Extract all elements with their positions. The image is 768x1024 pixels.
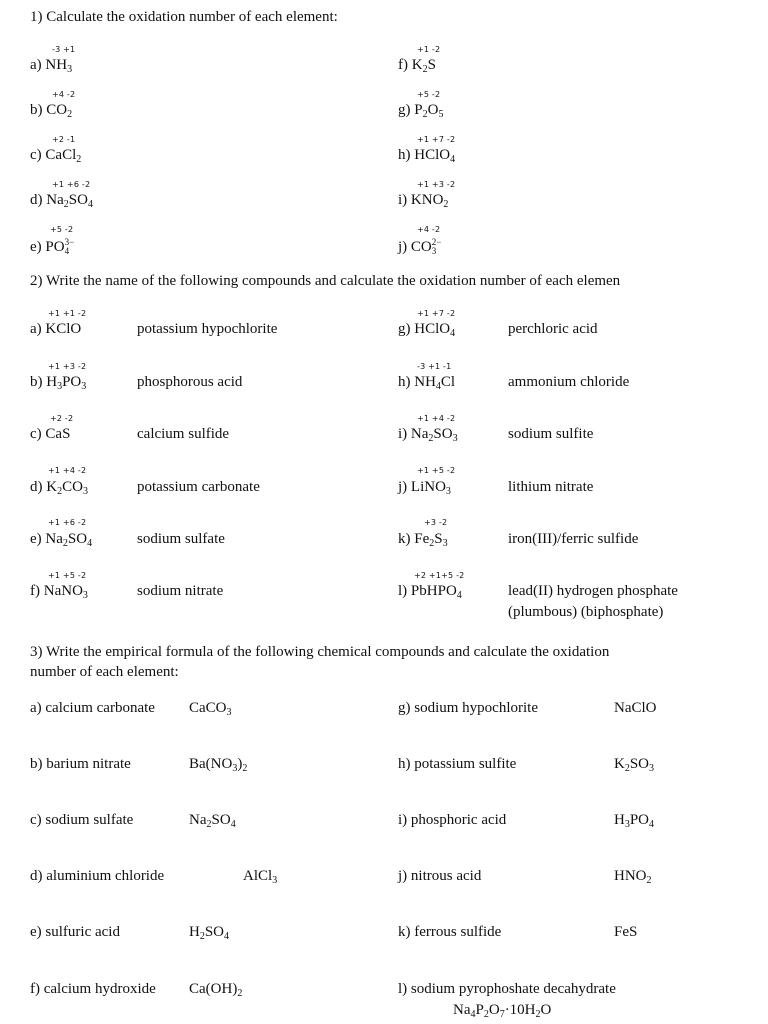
subscript: 2 [624,763,630,774]
formula-text [45,426,70,442]
q2-l-formula: l) PbHPO$_4$ [398,583,462,601]
subscript: 2 [646,875,652,886]
formula-part: SO [67,531,88,547]
q1-h-oxidation: +1 +7 -2 [417,135,456,144]
formula-part: O [427,102,439,118]
subscript: 3 [226,707,232,718]
q1-g-formula: g) $P_2O_5$ [398,102,444,120]
q2-d-formula: d) $K_2CO_3$ [30,479,88,497]
subscript: 3 [57,381,63,392]
formula-text [614,756,654,772]
q2-i-name: sodium sulfite [508,426,594,442]
q1-h-formula: h) HClO$_4$ [398,147,456,165]
q3-i-name: i) phosphoric acid [398,812,507,828]
q1-e-oxidation: +5 -2 [50,225,74,234]
subscript: 4 [87,199,93,210]
formula-part: H [189,924,200,940]
q2-c-oxidation: +2 -2 [50,414,74,423]
q1-j-oxidation: +4 -2 [417,225,441,234]
q2-i-formula: i) $Na_2SO_3$ [398,426,458,444]
subscript: 3 [442,538,448,549]
q1-b-oxidation: +4 -2 [52,90,76,99]
formula-text [412,57,436,73]
q2-a-oxidation: +1 +1 -2 [48,309,87,318]
formula-part: NaNO [43,583,83,599]
formula-part: PO [62,374,82,390]
formula-part: AlCl [243,868,273,884]
q3-j-formula [614,868,652,885]
q2-a-formula: a) KClO [30,321,82,337]
q2-b-formula: b) $H_3PO_3$ [30,374,87,392]
subscript: 3 [272,875,278,886]
formula-part: CaS [45,426,71,442]
formula-text [411,239,432,255]
q3-e-name: e) sulfuric acid [30,924,120,940]
q1-f-formula: f) $K_2S$ [398,57,436,75]
subscript: 2 [67,109,73,120]
subscript: 4 [435,381,441,392]
formula-part: CO [410,239,432,255]
q3-k-name: k) ferrous sulfide [398,924,502,940]
q1-d-oxidation: +1 +6 -2 [52,180,91,189]
ion-charge-stack: 2− 3 [431,236,442,256]
formula-part: NaClO [614,700,657,716]
subscript: 2 [443,199,449,210]
q2-l-name: lead(II) hydrogen phosphate [508,583,678,599]
formula-text [411,479,451,495]
formula-text [45,57,72,73]
section-3-heading: 3) Write the empirical formula of the following chemical compounds and calculate the oxidation [30,644,610,660]
formula-part: P [414,102,423,118]
formula-part: CO [46,102,68,118]
formula-part: K [614,756,625,772]
subscript: 2 [237,988,243,999]
q3-c-name: c) sodium sulfate [30,812,134,828]
q3-l-name: l) sodium pyrophoshate decahydrate [398,981,616,997]
formula-part: Ba(NO [189,756,233,772]
formula-text [414,321,455,337]
subscript: 2 [76,154,82,165]
formula-part: O [540,1002,552,1018]
q2-k-formula: k) $Fe_2S_3$ [398,531,448,549]
formula-text [45,531,92,547]
formula-part: LiNO [410,479,446,495]
q3-d-name: d) aluminium chloride [30,868,165,884]
formula-text [45,321,81,337]
q2-f-name: sodium nitrate [137,583,224,599]
q1-b-formula: b) $CO_2$ [30,102,73,120]
q2-l-oxidation: +2 +1+5 -2 [414,571,465,580]
formula-part: ·10H [504,1002,536,1018]
q3-d-formula [243,868,277,885]
formula-text [414,531,447,547]
q2-a-name: potassium hypochlorite [137,321,278,337]
q3-a-formula [189,700,232,717]
formula-part: KClO [45,321,82,337]
formula-text [614,924,637,940]
formula-part: Na [45,531,63,547]
subscript: 2 [422,64,428,75]
q2-h-oxidation: -3 +1 -1 [417,362,452,371]
subscript: 2 [428,433,434,444]
q3-h-formula [614,756,654,773]
q2-g-formula: g) HClO$_4$ [398,321,456,339]
subscript: 2 [242,763,248,774]
formula-text [189,812,236,828]
q2-f-oxidation: +1 +5 -2 [48,571,87,580]
ion-charge-stack: 3− 4 [64,236,75,256]
subscript: 2 [429,538,435,549]
q2-e-formula: e) $Na_2SO_4$ [30,531,93,549]
q3-g-name: g) sodium hypochlorite [398,700,538,716]
formula-text [614,812,654,828]
formula-text [411,426,458,442]
q2-e-oxidation: +1 +6 -2 [48,518,87,527]
formula-text [189,756,247,772]
formula-text [243,868,277,884]
subscript: 4 [230,819,236,830]
formula-text [46,192,93,208]
formula-part: KNO [410,192,444,208]
formula-text [189,924,229,940]
q2-l-name-alt: (plumbous) (biphosphate) [508,604,664,620]
formula-text [46,102,72,118]
formula-part: O [488,1002,500,1018]
q2-d-oxidation: +1 +4 -2 [48,466,87,475]
formula-part: HClO [414,321,451,337]
formula-part: Na [410,426,429,442]
q2-k-oxidation: +3 -2 [424,518,448,527]
q1-f-oxidation: +1 -2 [417,45,441,54]
subscript: 3 [81,381,87,392]
q2-f-formula: f) NaNO$_3$ [30,583,88,601]
subscript: 2 [63,199,69,210]
section-2-heading: 2) Write the name of the following compounds and calculate the oxidation number of each elemen [30,273,621,289]
formula-part: PO [45,239,65,255]
formula-part: H [614,812,625,828]
subscript: 3 [232,763,238,774]
formula-text [45,147,81,163]
q2-i-oxidation: +1 +4 -2 [417,414,456,423]
subscript: 4 [649,819,655,830]
formula-text [189,981,242,997]
formula-part: Na [189,812,207,828]
subscript: 3 [82,486,88,497]
formula-text [414,374,455,390]
q2-j-name: lithium nitrate [508,479,594,495]
formula-part: PbHPO [410,583,457,599]
subscript: 4 [450,328,456,339]
q1-c-oxidation: +2 -1 [52,135,76,144]
q2-c-name: calcium sulfide [137,426,230,442]
q3-f-formula [189,981,242,998]
q3-b-formula [189,756,247,773]
formula-text [411,583,462,599]
q1-i-formula: i) $KNO_2$ [398,192,449,210]
formula-part: S [427,57,436,73]
subscript: 4 [456,590,462,601]
formula-text [45,239,64,255]
q3-b-name: b) barium nitrate [30,756,131,772]
formula-text [411,192,449,208]
formula-text [189,700,232,716]
formula-part: Cl [440,374,456,390]
formula-part: CO [62,479,83,495]
q3-j-name: j) nitrous acid [398,868,482,884]
q1-d-formula: d) $Na_2SO_4$ [30,192,93,210]
subscript: 2 [62,538,68,549]
q1-i-oxidation: +1 +3 -2 [417,180,456,189]
q3-a-name: a) calcium carbonate [30,700,155,716]
formula-text [44,583,88,599]
q2-h-name: ammonium chloride [508,374,630,390]
formula-text [414,102,443,118]
q1-g-oxidation: +5 -2 [417,90,441,99]
q2-h-formula: h) $NH_4Cl$ [398,374,456,392]
subscript: 2 [483,1009,489,1020]
formula-text [453,1002,551,1018]
q3-k-formula [614,924,637,941]
formula-text [46,479,88,495]
subscript: 3 [624,819,630,830]
subscript: 2 [206,819,212,830]
formula-part: NH [45,57,68,73]
formula-part: CaCO [189,700,227,716]
formula-part: CaCl [45,147,77,163]
q3-h-name: h) potassium sulfite [398,756,517,772]
subscript: 4 [450,154,456,165]
q2-j-formula: j) LiNO$_3$ [398,479,451,497]
formula-part: Ca(OH) [189,981,238,997]
subscript: 3 [649,763,655,774]
q3-g-formula [614,700,657,717]
subscript: 2 [57,486,63,497]
formula-part: NH [414,374,436,390]
subscript: 7 [499,1009,505,1020]
q2-c-formula: c) CaS [30,426,71,442]
subscript: 4 [87,538,93,549]
formula-part: SO [68,192,88,208]
q2-b-oxidation: +1 +3 -2 [48,362,87,371]
q3-c-formula [189,812,236,829]
formula-part: SO [211,812,231,828]
formula-text [614,700,657,716]
q2-k-name: iron(III)/ferric sulfide [508,531,639,547]
subscript: 2 [199,931,205,942]
formula-text [46,374,86,390]
formula-part: HNO [614,868,647,884]
subscript: 3 [82,590,88,601]
q1-a-formula: a) $NH_3$ [30,57,73,75]
subscript: 3 [452,433,458,444]
formula-part: H [46,374,58,390]
q3-f-name: f) calcium hydroxide [30,981,156,997]
formula-part: SO [629,756,650,772]
q2-g-name: perchloric acid [508,321,598,337]
formula-part: FeS [614,924,638,940]
subscript: 2 [535,1009,541,1020]
subscript: 3 [67,64,73,75]
q2-j-oxidation: +1 +5 -2 [417,466,456,475]
section-1-heading: 1) Calculate the oxidation number of each element: [30,9,338,25]
subscript: 5 [438,109,444,120]
formula-part: SO [204,924,225,940]
q2-e-name: sodium sulfate [137,531,225,547]
q1-e-formula: e) PO 3− 4 [30,236,75,256]
q1-a-oxidation: -3 +1 [52,45,76,54]
q3-e-formula [189,924,229,941]
formula-part: P [475,1002,484,1018]
q2-g-oxidation: +1 +7 -2 [417,309,456,318]
q1-j-formula: j) CO 2− 3 [398,236,442,256]
formula-part: ) [237,756,243,772]
subscript: 3 [445,486,451,497]
q2-b-name: phosphorous acid [137,374,243,390]
q1-c-formula: c) CaCl$_2$ [30,147,82,165]
formula-part: K [46,479,58,495]
q2-d-name: potassium carbonate [137,479,260,495]
formula-part: Fe [414,531,430,547]
formula-part: SO [433,426,453,442]
subscript: 4 [224,931,230,942]
formula-part: S [434,531,443,547]
formula-part: Na [453,1002,471,1018]
formula-text [414,147,455,163]
section-3-heading-cont: number of each element: [30,664,179,680]
q3-i-formula [614,812,654,829]
formula-text [614,868,652,884]
formula-part: Na [46,192,64,208]
q3-l-formula [453,1002,551,1019]
formula-part: HClO [414,147,451,163]
formula-part: PO [629,812,650,828]
subscript: 2 [422,109,428,120]
formula-part: K [411,57,423,73]
subscript: 4 [470,1009,476,1020]
